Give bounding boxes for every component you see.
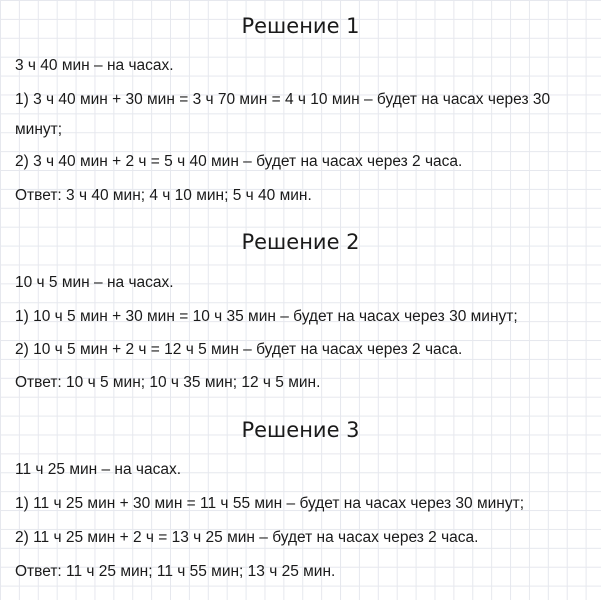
solution-2-given: 10 ч 5 мин – на часах. — [15, 274, 174, 291]
solution-1-answer: Ответ: 3 ч 40 мин; 4 ч 10 мин; 5 ч 40 мин. — [15, 187, 312, 204]
solution-3-title: Решение 3 — [241, 418, 360, 442]
solution-1-step-2: 2) 3 ч 40 мин + 2 ч = 5 ч 40 мин – будет на часах через 2 часа. — [15, 153, 463, 170]
solution-1-title: Решение 1 — [241, 14, 360, 38]
solution-2-title: Решение 2 — [241, 230, 360, 254]
solution-1-step-1: 1) 3 ч 40 мин + 30 мин = 3 ч 70 мин = 4 ч 10 мин – будет на часах через 30 минут; — [15, 91, 551, 138]
solution-3-given: 11 ч 25 мин – на часах. — [15, 461, 182, 478]
solution-3-answer: Ответ: 11 ч 25 мин; 11 ч 55 мин; 13 ч 25 мин. — [15, 563, 336, 580]
solution-1-given: 3 ч 40 мин – на часах. — [15, 57, 174, 74]
solution-3-step-1: 1) 11 ч 25 мин + 30 мин = 11 ч 55 мин – будет на часах через 30 минут; — [15, 495, 524, 512]
solution-2-step-2: 2) 10 ч 5 мин + 2 ч = 12 ч 5 мин – будет на часах через 2 часа. — [15, 341, 463, 358]
solution-3-step-2: 2) 11 ч 25 мин + 2 ч = 13 ч 25 мин – будет на часах через 2 часа. — [15, 529, 479, 546]
solution-2-answer: Ответ: 10 ч 5 мин; 10 ч 35 мин; 12 ч 5 мин. — [15, 374, 321, 391]
solution-2-step-1: 1) 10 ч 5 мин + 30 мин = 10 ч 35 мин – будет на часах через 30 минут; — [15, 308, 518, 325]
